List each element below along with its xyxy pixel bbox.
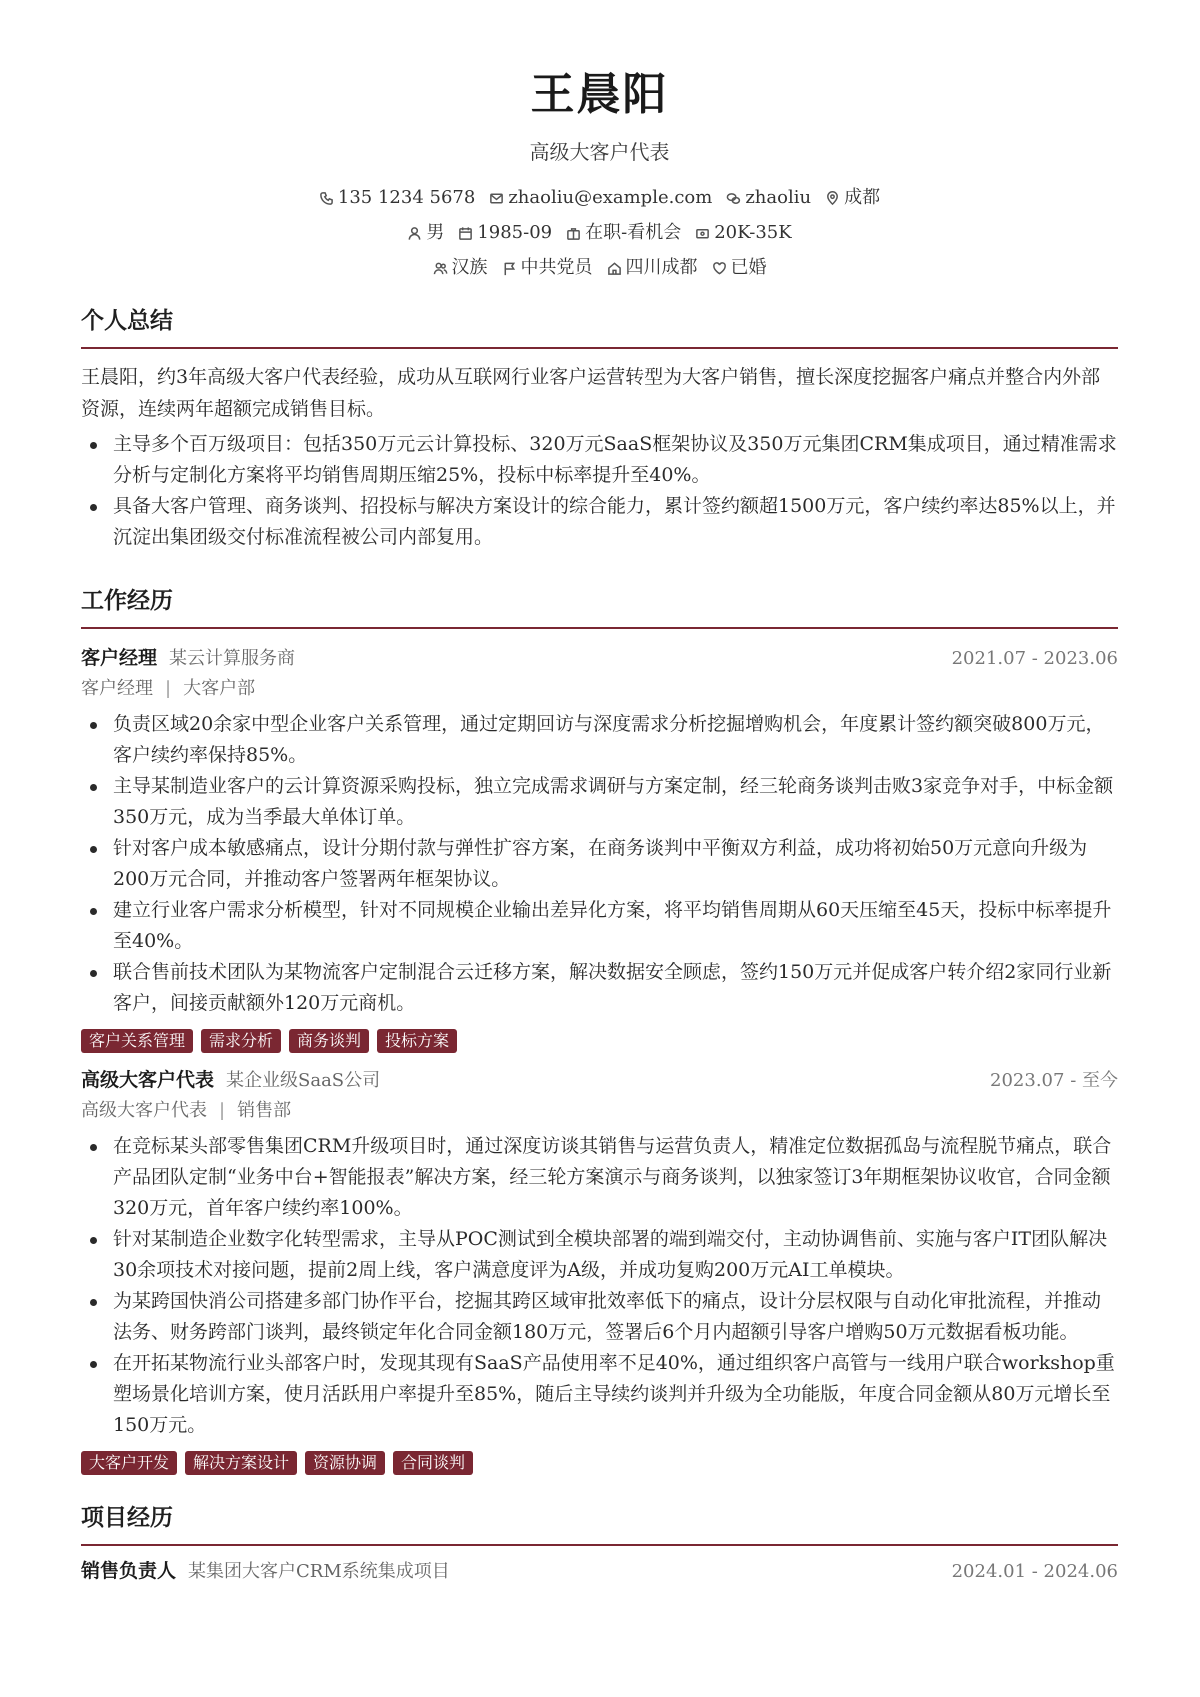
ethnicity-item <box>433 254 488 282</box>
job-role: 高级大客户代表 <box>81 1069 215 1091</box>
skill-tag: 解决方案设计 <box>185 1451 297 1475</box>
skill-tags <box>81 1451 1118 1475</box>
briefcase-icon <box>566 226 581 241</box>
job-entry <box>81 643 1118 1053</box>
skill-tag: 大客户开发 <box>81 1451 177 1475</box>
separator: | <box>165 678 172 699</box>
extra-row <box>81 254 1118 282</box>
job-entry <box>81 1065 1118 1475</box>
marital-text: 已婚 <box>730 257 767 278</box>
job-bullets <box>81 1131 1118 1441</box>
phone-item[interactable] <box>319 184 475 212</box>
separator: | <box>219 1100 226 1121</box>
job-subline <box>81 673 1118 705</box>
job-department: 大客户部 <box>183 678 256 699</box>
summary-intro: 王晨阳，约3年高级大客户代表经验，成功从互联网行业客户运营转型为大客户销售，擅长深度挖掘客户痛点并整合内外部资源，连续两年超额完成销售目标。 <box>81 366 1101 420</box>
projects-heading: 项目经历 <box>81 1501 1118 1546</box>
summary-bullets <box>81 429 1118 553</box>
location-icon <box>825 191 840 206</box>
hometown-item <box>607 254 698 282</box>
marital-item <box>712 254 767 282</box>
skill-tags <box>81 1029 1118 1053</box>
location-item <box>825 184 880 212</box>
wechat-text: zhaoliu <box>745 187 812 208</box>
job-header <box>81 643 1118 673</box>
skill-tag: 合同谈判 <box>393 1451 473 1475</box>
phone-text: 135 1234 5678 <box>337 187 476 208</box>
job-position: 客户经理 <box>81 678 153 699</box>
salary-item <box>695 219 791 247</box>
list-item: 在竞标某头部零售集团CRM升级项目时，通过深度访谈其销售与运营负责人，精准定位数据孤岛与流程脱节痛点，联合产品团队定制“业务中台+智能报表”解决方案，经三轮方案演示与商务谈判，以独家签订3年期框架协议收官，合同金额320万元，首年客户续约率100%。 <box>81 1131 1118 1224</box>
salary-text: 20K-35K <box>714 222 792 243</box>
home-icon <box>607 261 622 276</box>
job-bullets <box>81 709 1118 1019</box>
status-item <box>566 219 681 247</box>
birth-item <box>458 219 552 247</box>
list-item: 建立行业客户需求分析模型，针对不同规模企业输出差异化方案，将平均销售周期从60天压缩至45天，投标中标率提升至40%。 <box>81 895 1118 957</box>
work-heading: 工作经历 <box>81 584 1118 629</box>
personal-row <box>81 219 1118 247</box>
list-item: 联合售前技术团队为某物流客户定制混合云迁移方案，解决数据安全顾虑，签约150万元并促成客户转介绍2家同行业新客户，间接贡献额外120万元商机。 <box>81 957 1118 1019</box>
job-dates: 2021.07 - 2023.06 <box>951 648 1118 669</box>
skill-tag: 客户关系管理 <box>81 1029 193 1053</box>
skill-tag: 资源协调 <box>305 1451 385 1475</box>
summary-section <box>81 304 1118 553</box>
job-dates: 2023.07 - 至今 <box>990 1070 1118 1091</box>
ethnicity-text: 汉族 <box>451 257 488 278</box>
skill-tag: 投标方案 <box>377 1029 457 1053</box>
gender-text: 男 <box>426 222 445 243</box>
gender-item <box>407 219 444 247</box>
user-icon <box>407 226 422 241</box>
skill-tag: 需求分析 <box>201 1029 281 1053</box>
list-item: 具备大客户管理、商务谈判、招投标与解决方案设计的综合能力，累计签约额超1500万元，客户续约率达85%以上，并沉淀出集团级交付标准流程被公司内部复用。 <box>81 491 1118 553</box>
project-name: 某集团大客户CRM系统集成项目 <box>188 1561 450 1582</box>
heart-icon <box>712 261 727 276</box>
wechat-item[interactable] <box>726 184 811 212</box>
candidate-title: 高级大客户代表 <box>529 140 670 164</box>
hometown-text: 四川成都 <box>625 257 698 278</box>
political-text: 中共党员 <box>520 257 593 278</box>
contact-row <box>81 184 1118 212</box>
project-dates: 2024.01 - 2024.06 <box>951 1561 1118 1582</box>
mail-icon <box>489 191 504 206</box>
political-item <box>502 254 593 282</box>
resume-header <box>81 0 1118 282</box>
list-item: 主导多个百万级项目：包括350万元云计算投标、320万元SaaS框架协议及350万元集团CRM集成项目，通过精准需求分析与定制化方案将平均销售周期压缩25%，投标中标率提升至40%。 <box>81 429 1118 491</box>
candidate-name: 王晨阳 <box>530 69 669 120</box>
work-section <box>81 584 1118 1475</box>
job-company: 某企业级SaaS公司 <box>226 1070 381 1091</box>
list-item: 针对某制造企业数字化转型需求，主导从POC测试到全模块部署的端到端交付，主动协调售前、实施与客户IT团队解决30余项技术对接问题，提前2周上线，客户满意度评为A级，并成功复购200万元AI工单模块。 <box>81 1224 1118 1286</box>
job-role: 客户经理 <box>81 647 158 669</box>
job-company: 某云计算服务商 <box>169 648 296 669</box>
summary-heading: 个人总结 <box>81 304 1118 349</box>
list-item: 主导某制造业客户的云计算资源采购投标，独立完成需求调研与方案定制，经三轮商务谈判击败3家竞争对手，中标金额350万元，成为当季最大单体订单。 <box>81 771 1118 833</box>
wallet-icon <box>695 226 710 241</box>
job-header <box>81 1065 1118 1095</box>
skill-tag: 商务谈判 <box>289 1029 369 1053</box>
list-item: 负责区域20余家中型企业客户关系管理，通过定期回访与深度需求分析挖掘增购机会，年度累计签约额突破800万元，客户续约率保持85%。 <box>81 709 1118 771</box>
projects-section <box>81 1501 1118 1586</box>
list-item: 为某跨国快消公司搭建多部门协作平台，挖掘其跨区域审批效率低下的痛点，设计分层权限与自动化审批流程，并推动法务、财务跨部门谈判，最终锁定年化合同金额180万元，签署后6个月内超额引导客户增购50万元数据看板功能。 <box>81 1286 1118 1348</box>
job-position: 高级大客户代表 <box>81 1100 207 1121</box>
email-item[interactable] <box>489 184 712 212</box>
project-header <box>81 1556 1118 1586</box>
birth-text: 1985-09 <box>477 222 553 243</box>
flag-icon <box>502 261 517 276</box>
project-role: 销售负责人 <box>81 1560 177 1582</box>
status-text: 在职-看机会 <box>585 222 682 243</box>
job-department: 销售部 <box>237 1100 292 1121</box>
list-item: 在开拓某物流行业头部客户时，发现其现有SaaS产品使用率不足40%，通过组织客户高管与一线用户联合workshop重塑场景化培训方案，使月活跃用户率提升至85%，随后主导续约谈判并升级为全功能版，年度合同金额从80万元增长至150万元。 <box>81 1348 1118 1441</box>
people-icon <box>433 261 448 276</box>
wechat-icon <box>726 191 741 206</box>
calendar-icon <box>458 226 473 241</box>
email-text: zhaoliu@example.com <box>508 187 713 208</box>
list-item: 针对客户成本敏感痛点，设计分期付款与弹性扩容方案，在商务谈判中平衡双方利益，成功将初始50万元意向升级为200万元合同，并推动客户签署两年框架协议。 <box>81 833 1118 895</box>
phone-icon <box>319 191 334 206</box>
job-subline <box>81 1095 1118 1127</box>
location-text: 成都 <box>844 187 881 208</box>
